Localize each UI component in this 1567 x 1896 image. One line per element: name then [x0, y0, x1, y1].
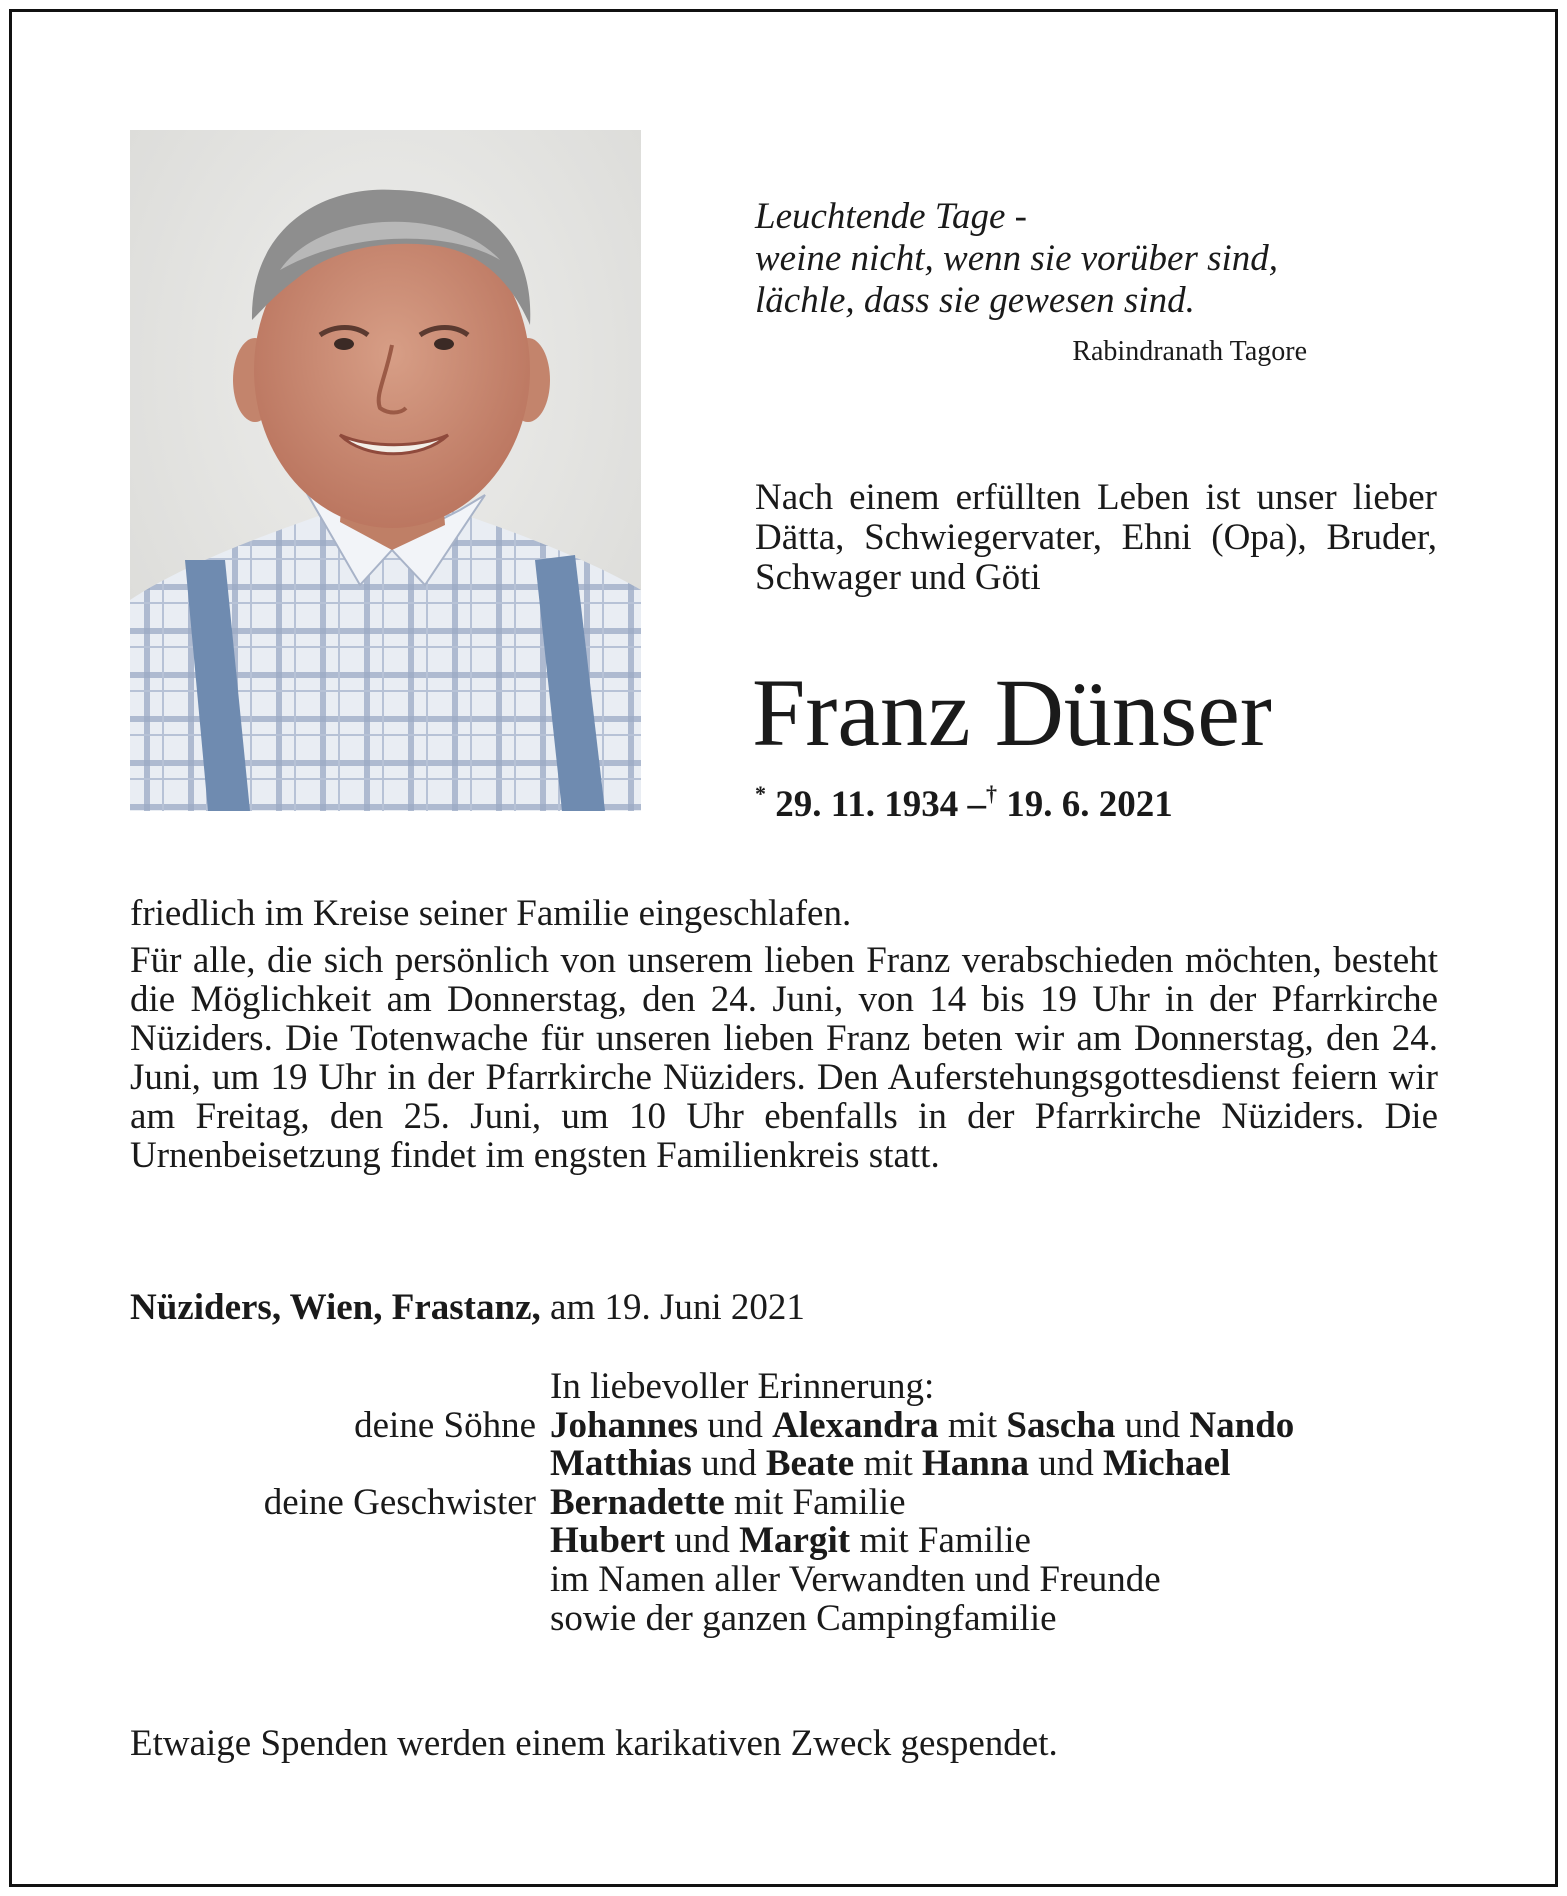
family-name: Nando — [1189, 1404, 1295, 1446]
sons-label: deine Söhne — [354, 1404, 536, 1446]
family-heading-row — [130, 1368, 1440, 1407]
relatives-row — [130, 1558, 1440, 1600]
family-name: Alexandra — [772, 1404, 939, 1446]
death-symbol: † — [985, 780, 997, 806]
sons-row-2 — [130, 1445, 1440, 1484]
date-separator: – — [967, 784, 986, 825]
portrait-illustration — [130, 130, 641, 811]
death-date: 19. 6. 2021 — [1006, 784, 1173, 825]
place-date-line — [130, 1287, 1430, 1329]
family-name: Matthias — [550, 1443, 692, 1485]
siblings-row-2 — [130, 1522, 1440, 1561]
ceremony-details: Für alle, die sich persönlich von unserem lieben Franz verabschieden möchten, besteht die Möglichkeit am Donnerstag, den 24. Juni, von 14 bis 19 Uhr in der Pfarrkirche Nüziders. Die Totenwache für unseren lieben Franz beten wir am Donnerstag, den 24. Juni, um 19 Uhr in der Pfarrkirche Nüziders. Den Auferstehungsgottesdienst feiern wir am Freitag, den 25. Juni, um 10 Uhr ebenfalls in der Pfarrkirche Nüziders. Die Urnenbeisetzung findet im engsten Familienkreis statt. — [130, 940, 1438, 1176]
connector: und — [1038, 1443, 1094, 1485]
family-name: Bernadette — [550, 1481, 725, 1523]
family-name: Johannes — [550, 1404, 699, 1446]
announcement-body — [130, 894, 1438, 1175]
camping-text: sowie der ganzen Campingfamilie — [550, 1597, 1057, 1639]
announcement-date: am 19. Juni 2021 — [550, 1287, 805, 1328]
quote-line: lächle, dass sie gewesen sind. — [755, 280, 1195, 321]
donation-note: Etwaige Spenden werden einem karikativen Zweck gespendet. — [130, 1723, 1058, 1764]
quote — [755, 196, 1315, 322]
quote-line: Leuchtende Tage - — [755, 196, 1027, 237]
family-name: Hubert — [550, 1520, 666, 1562]
connector: mit Familie — [733, 1481, 906, 1523]
connector: mit — [863, 1443, 913, 1485]
deceased-name: Franz Dünser — [752, 659, 1272, 766]
connector: und — [674, 1520, 730, 1562]
family-name: Sascha — [1006, 1404, 1116, 1446]
passing-sentence: friedlich im Kreise seiner Familie eingeschlafen. — [130, 893, 852, 934]
family-name: Hanna — [922, 1443, 1029, 1485]
life-dates — [755, 780, 1455, 827]
portrait-photo — [130, 130, 641, 811]
quote-line: weine nicht, wenn sie vorüber sind, — [755, 238, 1279, 279]
family-name: Beate — [765, 1443, 855, 1485]
connector: mit Familie — [859, 1520, 1031, 1562]
intro-text: Nach einem erfüllten Leben ist unser lieber Dätta, Schwiegervater, Ehni (Opa), Bruder, Schwager und Göti — [755, 477, 1437, 598]
family-name: Margit — [739, 1520, 851, 1562]
birth-date: 29. 11. 1934 — [775, 784, 959, 825]
family-heading: In liebevoller Erinnerung: — [550, 1366, 935, 1407]
siblings-row-1 — [130, 1481, 1440, 1523]
connector: und — [707, 1404, 763, 1446]
relatives-text: im Namen aller Verwandten und Freunde — [550, 1558, 1161, 1600]
birth-symbol: * — [755, 780, 766, 806]
connector: und — [1124, 1404, 1181, 1446]
connector: mit — [947, 1404, 998, 1446]
siblings-label: deine Geschwister — [263, 1481, 536, 1523]
family-list — [130, 1368, 1440, 1638]
camping-row — [130, 1597, 1440, 1639]
sons-row-1 — [130, 1404, 1440, 1446]
places: Nüziders, Wien, Frastanz, — [130, 1287, 541, 1328]
family-name: Michael — [1102, 1443, 1231, 1485]
quote-author: Rabindranath Tagore — [1072, 336, 1307, 367]
connector: und — [701, 1443, 757, 1485]
